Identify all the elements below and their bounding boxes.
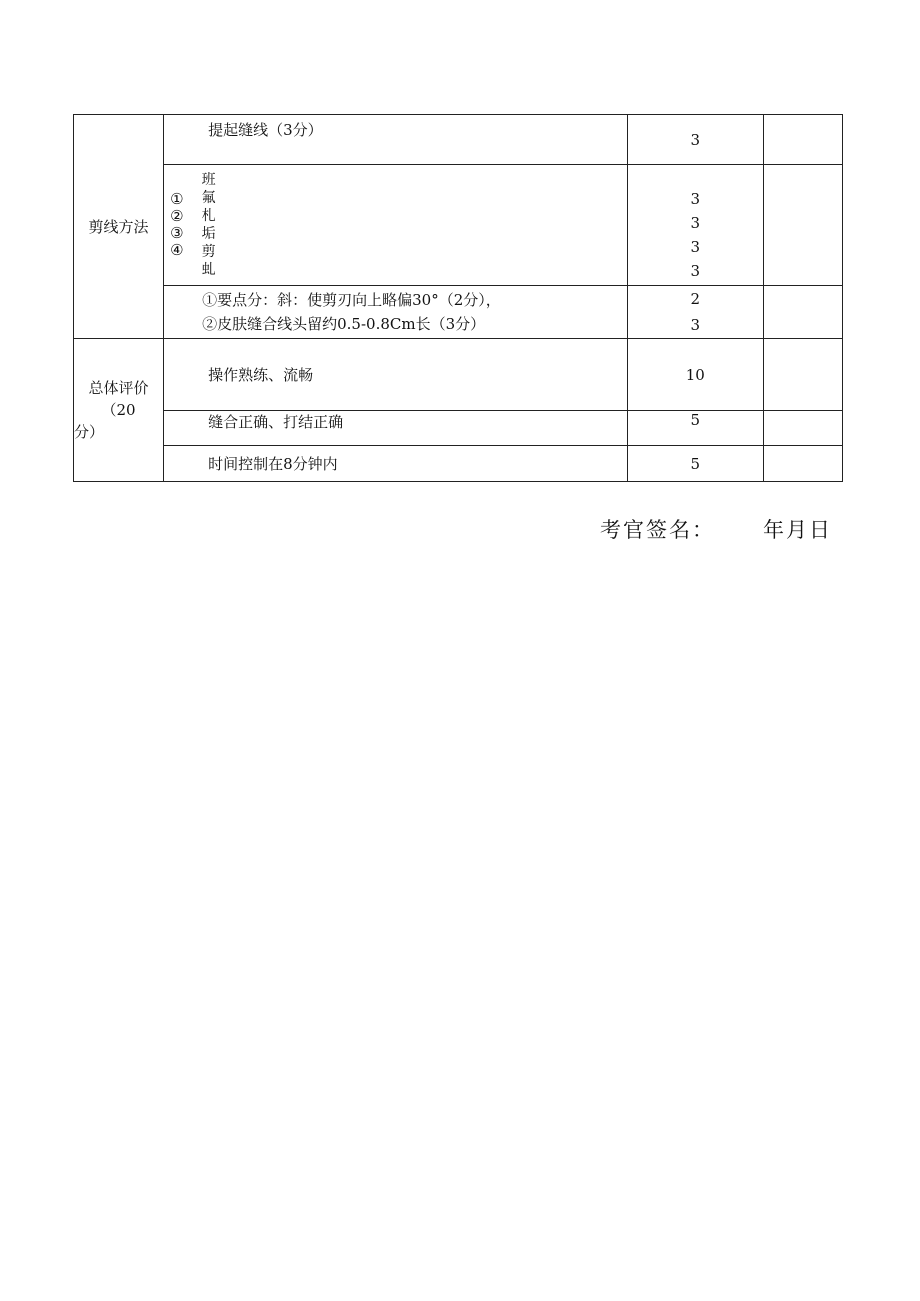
item-cell (164, 411, 628, 446)
signature-label: 考官签名： (600, 518, 715, 542)
item-label: ①要点分：斜：使剪刃向上略偏30°（2分）， (202, 291, 501, 309)
score-cell (627, 286, 763, 339)
score-value: 10 (685, 365, 705, 384)
score-value: 3 (690, 316, 701, 334)
table-row (74, 339, 843, 411)
score-cell (627, 339, 763, 411)
score-cell (627, 165, 763, 286)
earned-cell (763, 165, 842, 286)
table-row (74, 446, 843, 482)
item-label: 操作熟练、流畅 (208, 366, 314, 384)
table-row (74, 165, 843, 286)
earned-cell (763, 446, 842, 482)
category-cell (74, 339, 164, 482)
item-cell (164, 165, 628, 286)
category-cell (74, 115, 164, 339)
table-row (74, 115, 843, 165)
score-value: 3 (690, 262, 701, 280)
score-value: 3 (690, 190, 701, 208)
score-value: 5 (690, 411, 701, 429)
step-marks (164, 171, 627, 279)
item-label: 提起缝线（3分） (208, 121, 323, 139)
item-cell (164, 286, 628, 339)
score-value: 3 (690, 238, 701, 256)
item-label: 缝合正确、打结正确 (208, 413, 344, 431)
table-row (74, 411, 843, 446)
score-value: 2 (690, 290, 701, 308)
score-value: 3 (690, 214, 701, 232)
examiner-signature (600, 514, 832, 544)
earned-cell (763, 286, 842, 339)
category-label: 总体评价 (88, 379, 149, 397)
circled-numbers: ① ② ③ ④ (170, 190, 184, 259)
date-label: 年月日 (763, 518, 832, 542)
score-table (73, 114, 843, 482)
table-row (74, 286, 843, 339)
step-chars: 班 氟 札 垢 剪 虬 (201, 172, 216, 278)
item-label: 时间控制在8分钟内 (208, 455, 338, 473)
earned-cell (763, 339, 842, 411)
category-label: （20 (101, 401, 136, 419)
item-label: ②皮肤缝合线头留约0.5-0.8Cm长（3分） (202, 315, 486, 333)
score-value: 3 (690, 130, 701, 149)
earned-cell (763, 411, 842, 446)
item-cell (164, 339, 628, 411)
item-cell (164, 446, 628, 482)
score-cell (627, 411, 763, 446)
earned-cell (763, 115, 842, 165)
category-label: 分） (74, 423, 105, 441)
score-value: 5 (690, 454, 701, 473)
score-cell (627, 115, 763, 165)
score-cell (627, 446, 763, 482)
item-cell (164, 115, 628, 165)
category-label: 剪线方法 (88, 217, 149, 236)
